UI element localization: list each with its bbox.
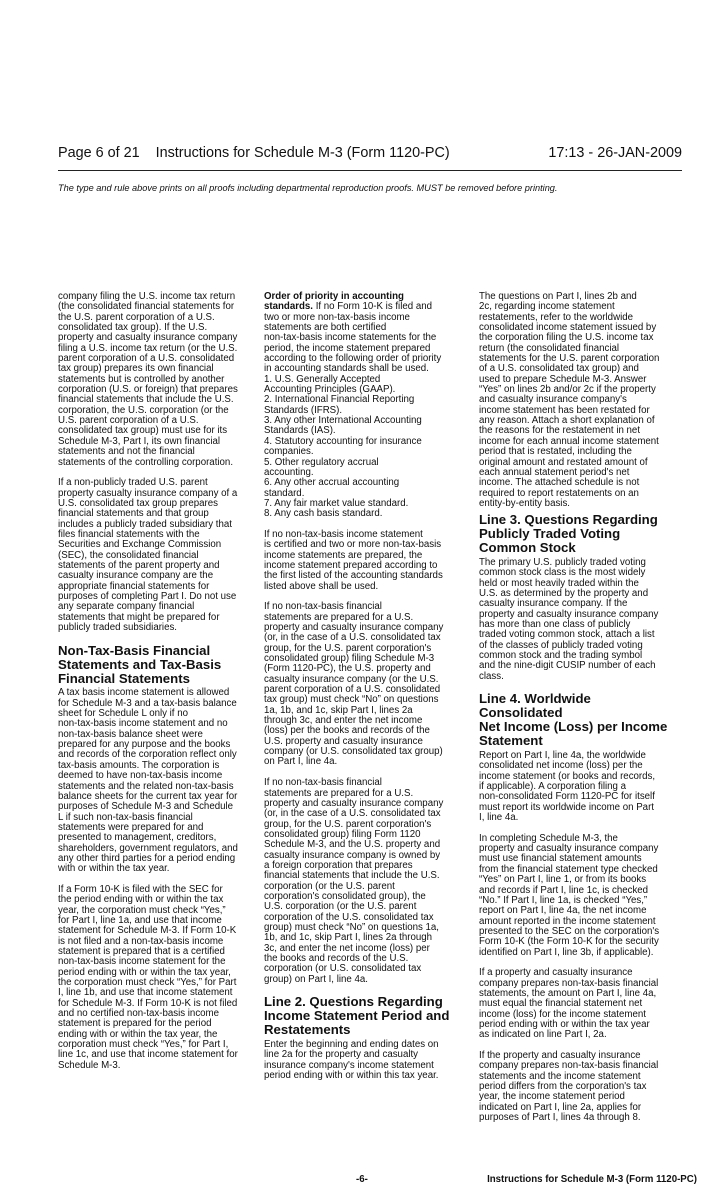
paragraph: Enter the beginning and ending dates on line 2a for the property and casualty insurance company's income statement period ending with or within this tax year.: [264, 1039, 439, 1082]
section-heading: Line 3. Questions Regarding Publicly Traded Voting Common Stock: [479, 512, 658, 556]
paragraph: A tax basis income statement is allowed for Schedule M-3 and a tax-basis balance sheet for Schedule L only if no non-tax-basis income statement and no non-tax-basis balance sheet were prepared for any purpose and the books and records of the corporation reflect only tax-basis amounts. The corporation is deemed to have non-tax-basis income statements and the related non-tax-basis balance sheets for the current tax year for purposes of Schedule M-3 and Schedule L if such non-tax-basis financial statements were prepared for and presented to management, creditors, shareholders, government regulators, and any other third parties for a period ending with or within the tax year.: [58, 687, 238, 875]
footer-page-number: -6-: [356, 1174, 368, 1185]
paragraph: If a non-publicly traded U.S. parent property casualty insurance company of a U.S. consolidated tax group prepares financial statements and that group includes a publicly traded subsidiary that files financial statements with the Securities and Exchange Commission (SEC), the consolidated financial statements of the parent property and casualty insurance company are the appropriate financial statements for purposes of completing Part I. Do not use any separate company financial statements that might be prepared for publicly traded subsidiaries.: [58, 477, 238, 633]
paragraph: The questions on Part I, lines 2b and 2c, regarding income statement restatements, refer to the worldwide consolidated income statement issued by the corporation filing the U.S. income tax return (the consolidated financial statements for the U.S. parent corporation of a U.S. consolidated tax group) and used to prepare Schedule M-3. Answer “Yes” on lines 2b and/or 2c if the property and casualty insurance company's income statement has been restated for any reason. Attach a short explanation of the reasons for the restatement in net income for each annual income statement period that is restated, including the original amount and restated amount of each annual statement period's net income. The attached schedule is not required to report restatements on an entity-by-entity basis.: [479, 291, 660, 509]
section-heading: Non-Tax-Basis Financial Statements and Tax-Basis Financial Statements: [58, 642, 222, 686]
paragraph: The primary U.S. publicly traded voting common stock class is the most widely held or most heavily traded within the U.S. as determined by the property and casualty insurance company. If the property and casualty insurance company has more than one class of publicly traded voting common stock, attach a list of the classes of publicly traded voting common stock and the trading symbol and the nine-digit CUSIP number of each class.: [479, 556, 659, 682]
paragraph: If a property and casualty insurance company prepares non-tax-basis financial statements, the amount on Part I, line 4a, must equal the financial statement net income (loss) for the income statement period ending with or within the tax year as indicated on line Part I, 2a.: [479, 967, 659, 1041]
header-title: Page 6 of 21 Instructions for Schedule M-3 (Form 1120-PC): [58, 145, 450, 161]
paragraph: If no non-tax-basis financial statements are prepared for a U.S. property and casualty insurance company (or, in the case of a U.S. consolidated tax group, for the U.S. parent corporation's consolidated group) filing Form 1120 Schedule M-3, and the U.S. property and casualty insurance company is owned by a foreign corporation that prepares financial statements that include the U.S. corporation (or the U.S. parent corporation's consolidated group), the U.S. corporation (or the U.S. parent corporation of the U.S. consolidated tax group) must check “No” on questions 1a, 1b, and 1c, skip Part I, lines 2a through 3c, and enter the net income (loss) per the books and records of the U.S. corporation (or U.S. consolidated tax group) on Part I, line 4a.: [264, 777, 444, 985]
paragraph: If a Form 10-K is filed with the SEC for the period ending with or within the tax year, the corporation must check “Yes,” for Part I, line 1a, and use that income statement for Schedule M-3. If Form 10-K is not filed and a non-tax-basis income statement is prepared that is a certified non-tax-basis income statement for the period ending with or within the tax year, the corporation must check “Yes,” for Part I, line 1b, and use that income statement for Schedule M-3. If Form 10-K is not filed and no certified non-tax-basis income statement is prepared for the period ending with or within the tax year, the corporation must check “Yes,” for Part I, line 1c, and use that income statement for Schedule M-3.: [58, 883, 238, 1071]
section-heading: Line 4. Worldwide Consolidated Net Income (Loss) per Income Statement: [479, 691, 668, 749]
priority-list: 1. U.S. Generally Accepted Accounting Principles (GAAP). 2. International Financial Reporting Standards (IFRS). 3. Any other International Accounting Standards (IAS). 4. Statutory accounting for insurance companies. 5. Other regulatory accrual accounting. 6. Any other accrual accounting standard. 7. Any fair market value standard. 8. Any cash basis standard.: [264, 373, 422, 520]
footer-title: Instructions for Schedule M-3 (Form 1120-PC): [487, 1174, 697, 1185]
paragraph-text: If no Form 10-K is filed and two or more non-tax-basis income statements are both certified non-tax-basis income statements for the period, the income statement prepared according to the following order of priority in accounting standards shall be used.: [264, 301, 442, 375]
paragraph: company filing the U.S. income tax return (the consolidated financial statements for the U.S. parent corporation of a U.S. consolidated tax group). If the U.S. property and casualty insurance company filing a U.S. income tax return (or the U.S. parent corporation of a U.S. consolidated tax group) prepares its own financial statements but is controlled by another corporation (U.S. or foreign) that prepares financial statements that include the U.S. corporation, the U.S. corporation (or the U.S. parent corporation of a U.S. consolidated tax group) must use for its Schedule M-3, Part I, its own financial statements and not the financial statements of the controlling corporation.: [58, 291, 238, 468]
paragraph: If no non-tax-basis financial statements are prepared for a U.S. property and casualty insurance company (or, in the case of a U.S. consolidated tax group, for the U.S. parent corporation's consolidated group) filing Schedule M-3 (Form 1120-PC), the U.S. property and casualty insurance company (or the U.S. parent corporation of a U.S. consolidated tax group) must check “No” on questions 1a, 1b, and 1c, skip Part I, lines 2a through 3c, and enter the net income (loss) per the books and records of the U.S. property and casualty insurance company (or U.S. consolidated tax group) on Part I, line 4a.: [264, 601, 444, 768]
column-2: [264, 292, 462, 1081]
paragraph: [264, 292, 462, 375]
column-1: [58, 292, 256, 1071]
paragraph: In completing Schedule M-3, the property and casualty insurance company must use financial statement amounts from the financial statement type checked “Yes” on Part I, line 1, or from its books and records if Part I, line 1c, is checked “No.” If Part I, line 1a, is checked “Yes,” report on Part I, line 4a, the net income amount reported in the income statement presented to the SEC on the corporation's Form 10-K (the Form 10-K for the security identified on Part I, line 3b, if applicable).: [479, 832, 660, 958]
paragraph: Report on Part I, line 4a, the worldwide consolidated net income (loss) per the income statement (or books and records, if applicable). A corporation filing a non-consolidated Form 1120-PC for itself must report its worldwide income on Part I, line 4a.: [479, 750, 656, 824]
proof-note: The type and rule above prints on all proofs including departmental reproduction proofs. MUST be removed before printing.: [58, 183, 558, 193]
paragraph: If no non-tax-basis income statement is certified and two or more non-tax-basis income statements are prepared, the income statement prepared according to the first listed of the accounting standards listed above shall be used.: [264, 528, 443, 592]
column-3: [479, 292, 677, 1123]
paragraph: If the property and casualty insurance company prepares non-tax-basis financial statements and the income statement period differs from the corporation's tax year, the income statement period indicated on Part I, line 2a, applies for purposes of Part I, lines 4a through 8.: [479, 1050, 659, 1124]
header-rule: [58, 170, 682, 171]
section-heading: Line 2. Questions Regarding Income Statement Period and Restatements: [264, 994, 450, 1038]
header-timestamp: 17:13 - 26-JAN-2009: [548, 145, 682, 161]
run-in-heading: Order of priority in accounting standards.: [264, 291, 404, 313]
